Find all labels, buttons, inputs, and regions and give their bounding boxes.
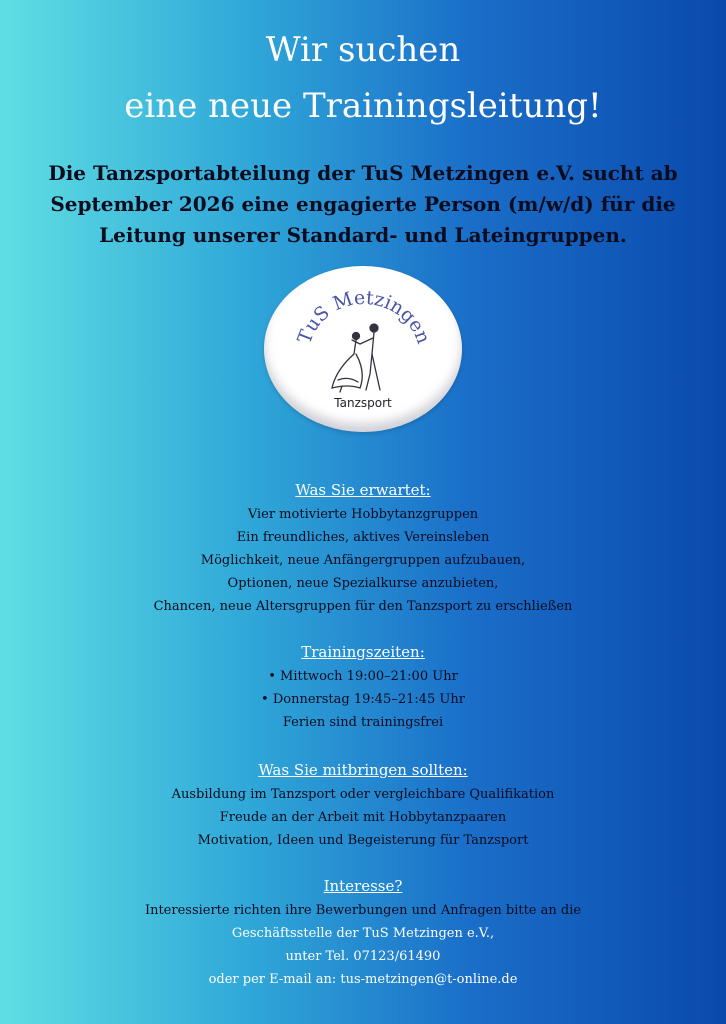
expectations-heading: Was Sie erwartet: [295,481,431,499]
section-expectations [0,479,726,618]
list-item: • Donnerstag 19:45–21:45 Uhr [261,692,465,707]
title-line-1: Wir suchen [265,30,461,70]
list-item: Optionen, neue Spezialkurse anzubieten, [227,576,499,591]
list-item: Chancen, neue Altersgruppen für den Tanzsport zu erschließen [153,599,573,614]
list-item: Ferien sind trainingsfrei [282,715,444,730]
section-contact [0,875,726,991]
contact-line: Interessierte richten ihre Bewerbungen und Anfragen bitte an die [144,903,582,918]
list-item: Möglichkeit, neue Anfängergruppen aufzubauen, [200,553,526,568]
list-item: Ein freundliches, aktives Vereinsleben [236,530,490,545]
dancing-couple-icon [332,324,380,392]
list-item: Motivation, Ideen und Begeisterung für Tanzsport [197,833,529,848]
section-requirements [0,759,726,852]
requirements-heading: Was Sie mitbringen sollten: [258,761,468,779]
club-logo [264,266,462,432]
intro-line-3: Leitung unserer Standard- und Lateingruppen. [99,223,627,247]
list-item: • Mittwoch 19:00–21:00 Uhr [268,669,458,684]
contact-line: Geschäftsstelle der TuS Metzingen e.V., [231,926,495,941]
title-line-2: eine neue Trainingsleitung! [124,86,602,126]
list-item: Vier motivierte Hobbytanzgruppen [247,507,479,522]
logo-arc-text: TuS Metzingen [293,286,435,347]
poster-title [0,22,726,134]
list-item: Freude an der Arbeit mit Hobbytanzpaaren [219,810,507,825]
contact-email: oder per E-mail an: tus-metzingen@t-online.de [208,972,518,987]
club-logo-graphic [264,266,462,432]
intro-line-1: Die Tanzsportabteilung der TuS Metzingen e.V. sucht ab [48,161,678,185]
logo-label: Tanzsport [334,396,392,410]
section-training-times [0,641,726,734]
contact-heading: Interesse? [323,877,403,895]
training-times-heading: Trainingszeiten: [301,643,425,661]
contact-phone: unter Tel. 07123/61490 [285,949,441,964]
intro-line-2: September 2026 eine engagierte Person (m/w/d) für die [50,192,676,216]
intro-paragraph [40,158,686,251]
list-item: Ausbildung im Tanzsport oder vergleichbare Qualifikation [171,787,555,802]
